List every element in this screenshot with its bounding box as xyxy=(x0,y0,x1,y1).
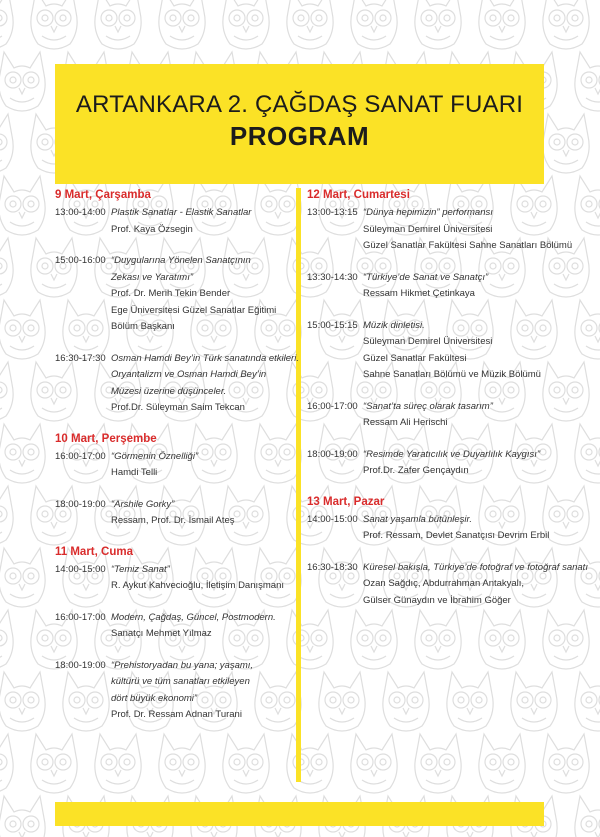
event-details xyxy=(111,351,299,417)
event-speaker: Prof. Kaya Özsegin xyxy=(111,223,193,235)
footer-bar xyxy=(55,802,544,826)
right-schedule-column xyxy=(307,188,588,624)
schedule-entry xyxy=(55,351,299,417)
event-topic: Oryantalizm ve Osman Hamdi Bey’in xyxy=(111,369,267,380)
event-speaker: Süleyman Demirel Üniversitesi xyxy=(363,223,493,235)
event-topic: Plastik Sanatlar - Elastik Sanatlar xyxy=(111,207,252,218)
event-topic: “Temiz Sanat” xyxy=(111,563,170,575)
event-speaker: Prof. Dr. Merih Tekin Bender xyxy=(111,288,231,299)
event-details xyxy=(363,447,552,480)
header-banner xyxy=(55,64,544,184)
day-heading: 9 Mart, Çarşamba xyxy=(55,189,151,201)
day-heading: 12 Mart, Cumartesi xyxy=(307,189,410,201)
schedule-entry xyxy=(307,512,552,545)
event-details xyxy=(111,253,290,336)
event-speaker: Güzel Sanatlar Fakültesi xyxy=(363,352,467,364)
event-details xyxy=(363,512,552,545)
event-details xyxy=(111,497,290,530)
schedule-entry xyxy=(307,205,573,255)
event-time: 16:00-17:00 xyxy=(55,611,106,623)
event-topic: Modern, Çağdaş, Güncel, Postmodern. xyxy=(111,611,276,623)
program-heading: PROGRAM xyxy=(229,121,370,151)
schedule-entry xyxy=(55,253,290,336)
event-topic: “Resimde Yaratıcılık ve Duyarlılık Kaygısı” xyxy=(363,448,541,460)
event-speaker: Ressam Ali Herischi xyxy=(363,417,448,428)
event-details xyxy=(111,449,290,482)
event-speaker: Sanatçı Mehmet Yılmaz xyxy=(111,628,212,639)
event-speaker: Bölüm Başkanı xyxy=(111,321,175,332)
schedule-entry xyxy=(307,399,552,432)
event-topic: Küresel bakışla, Türkiye’de fotoğraf ve fotoğraf sanatı xyxy=(363,561,588,573)
event-topic: “Dünya hepimizin” performansı xyxy=(363,207,493,218)
event-details xyxy=(111,562,290,595)
event-topic: “Duygularına Yönelen Sanatçının xyxy=(111,255,251,266)
event-details xyxy=(363,318,552,384)
event-time: 16:00-17:00 xyxy=(55,450,106,462)
event-speaker: R. Aykut Kahvecioğlu, İletişim Danışmanı xyxy=(111,580,285,591)
event-time: 13:00-14:00 xyxy=(55,207,106,218)
schedule-entry xyxy=(55,562,290,595)
event-speaker: Prof.Dr. Süleyman Saim Tekcan xyxy=(111,402,245,413)
schedule-entry xyxy=(307,560,588,610)
event-time: 18:00-19:00 xyxy=(55,659,106,671)
event-details xyxy=(111,658,290,724)
event-time: 13:00-13:15 xyxy=(307,207,358,218)
event-topic: Sanat yaşamla bütünleşir. xyxy=(363,513,472,525)
schedule-entry xyxy=(55,658,290,724)
event-topic: “Prehistoryadan bu yana; yaşamı, xyxy=(111,659,254,671)
event-topic: Zekası ve Yaratımı” xyxy=(111,271,194,283)
event-details xyxy=(363,560,588,610)
event-speaker: Ege Üniversitesi Güzel Sanatlar Eğitimi xyxy=(111,304,277,316)
event-topic: Müzesi üzerine düşünceler. xyxy=(111,385,227,397)
event-time: 13:30-14:30 xyxy=(307,271,358,283)
schedule-entry xyxy=(55,497,290,530)
event-speaker: Gülser Günaydın ve İbrahim Göğer xyxy=(363,594,511,606)
event-details xyxy=(363,270,552,303)
event-details xyxy=(111,610,290,643)
event-details xyxy=(363,399,552,432)
event-time: 18:00-19:00 xyxy=(307,448,358,460)
day-heading: 10 Mart, Perşembe xyxy=(55,432,157,445)
event-topic: Osman Hamdi Bey’in Türk sanatında etkileri. xyxy=(111,352,299,364)
event-time: 14:00-15:00 xyxy=(307,513,358,525)
schedule-entry xyxy=(307,318,552,384)
event-time: 16:30-17:30 xyxy=(55,352,106,364)
schedule-entry xyxy=(307,447,552,480)
event-time: 15:00-16:00 xyxy=(55,255,106,266)
schedule-entry xyxy=(55,205,290,238)
fair-title: ARTANKARA 2. ÇAĞDAŞ SANAT FUARI xyxy=(75,91,524,118)
event-topic: Müzik dinletisi. xyxy=(363,319,425,331)
event-time: 15:00-15:15 xyxy=(307,319,358,331)
left-schedule-column xyxy=(55,188,299,739)
event-speaker: Sahne Sanatları Bölümü ve Müzik Bölümü xyxy=(363,369,541,380)
event-speaker: Ozan Sağdıç, Abdurrahman Antakyalı, xyxy=(363,578,525,589)
day-heading: 13 Mart, Pazar xyxy=(307,495,385,508)
event-speaker: Ressam, Prof. Dr. İsmail Ateş xyxy=(111,515,235,526)
schedule-entry xyxy=(55,449,290,482)
event-details xyxy=(363,205,572,255)
event-topic: “Sanat’ta süreç olarak tasarım” xyxy=(363,400,493,412)
schedule-entry xyxy=(55,610,290,643)
day-heading: 11 Mart, Cuma xyxy=(55,545,133,558)
event-details xyxy=(111,205,290,238)
event-topic: “Görmenin Öznelliği” xyxy=(111,450,199,462)
event-time: 18:00-19:00 xyxy=(55,498,106,510)
event-speaker: Prof. Dr. Ressam Adnan Turani xyxy=(111,709,242,720)
event-speaker: Prof.Dr. Zafer Gençaydın xyxy=(363,465,469,476)
event-speaker: Prof. Ressam, Devlet Sanatçısı Devrim Erbil xyxy=(363,530,550,541)
event-time: 16:30-18:30 xyxy=(307,561,358,573)
column-divider xyxy=(296,188,301,782)
event-speaker: Güzel Sanatlar Fakültesi Sahne Sanatları Bölümü xyxy=(363,240,573,251)
event-topic: “Arshile Gorky” xyxy=(111,498,175,510)
event-speaker: Ressam Hikmet Çetinkaya xyxy=(363,288,475,299)
event-time: 16:00-17:00 xyxy=(307,400,358,412)
event-topic: kültürü ve tüm sanatları etkileyen xyxy=(111,676,250,687)
event-speaker: Süleyman Demirel Üniversitesi xyxy=(363,336,493,347)
schedule-entry xyxy=(307,270,552,303)
event-speaker: Hamdi Telli xyxy=(111,467,158,478)
event-time: 14:00-15:00 xyxy=(55,563,106,575)
event-topic: “Türkiye’de Sanat ve Sanatçı” xyxy=(363,271,489,283)
event-topic: dört büyük ekonomi” xyxy=(111,692,198,704)
